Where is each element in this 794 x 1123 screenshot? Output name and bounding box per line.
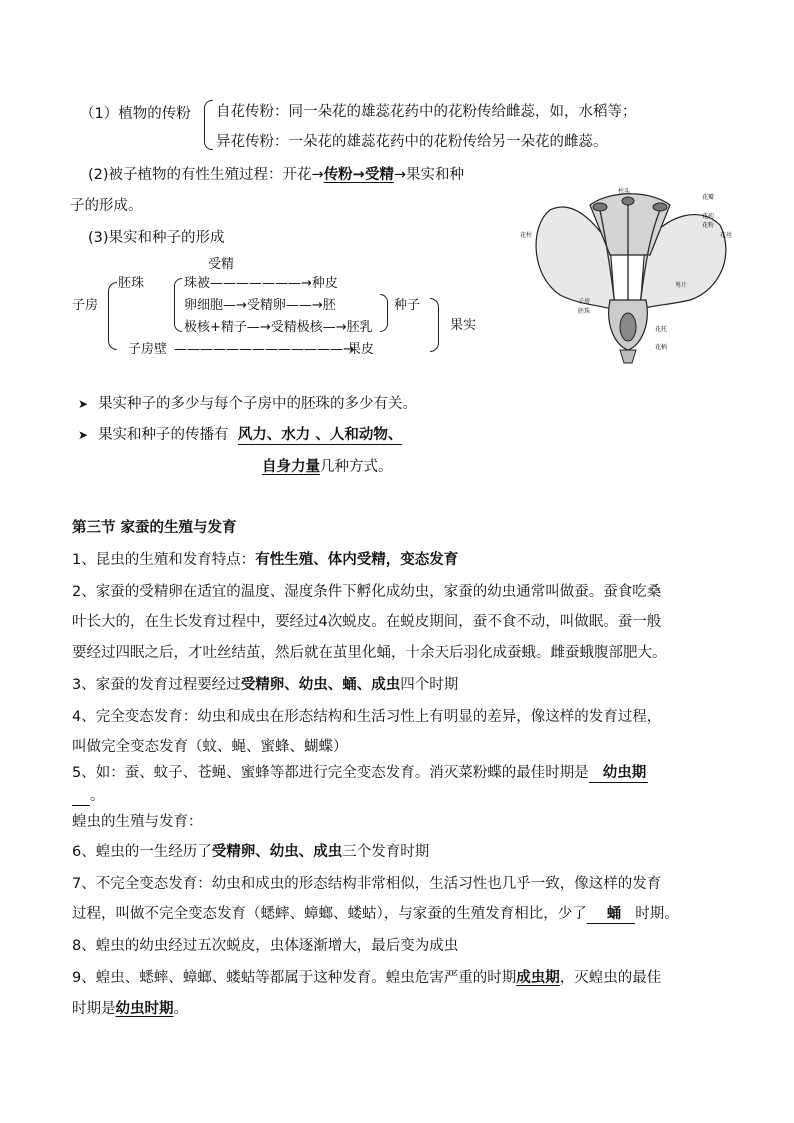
row-integument: 珠被———————→种皮 xyxy=(184,276,338,291)
para-2-line1: 2、家蚕的受精卵在适宜的温度、湿度条件下孵化成幼虫，家蚕的幼虫通常叫做蚕。蚕食吃桑 xyxy=(72,584,662,600)
pollination-brace xyxy=(204,100,213,150)
para-2-line3: 要经过四眠之后，才吐丝结茧，然后就在茧里化蛹，十余天后羽化成蚕蛾。雌蚕蛾腹部肥大。 xyxy=(72,645,667,661)
ovule-shape xyxy=(620,313,636,341)
para-8: 8、蝗虫的幼虫经过五次蜕皮，虫体逐渐增大，最后变为成虫 xyxy=(72,938,459,954)
flower-label-ovule: 胚珠 xyxy=(578,308,591,315)
fruit-brace xyxy=(430,298,439,352)
bullet-2: ➤ 果实和种子的传播有 风力、水力 、人和动物、 xyxy=(78,427,403,443)
para-5-blank: 幼虫期 xyxy=(589,764,649,783)
sexual-repro-line2: 子的形成。 xyxy=(70,198,143,214)
label-pericarp: 果皮 xyxy=(348,342,375,357)
flower-label-ovary: 子房 xyxy=(578,298,591,305)
self-pollination: 自花传粉：同一朵花的雄蕊花药中的花粉传给雌蕊，如，水稻等； xyxy=(216,104,637,120)
arrow-bullet-icon: ➤ xyxy=(78,397,89,411)
seed-brace xyxy=(380,294,388,332)
label-fruit: 果实 xyxy=(450,318,477,333)
anther-left xyxy=(593,203,607,211)
label-ovary: 子房 xyxy=(72,298,99,313)
para-9-line1: 9、蝗虫、蟋蟀、蟑螂、蝼蛄等都属于这种发育。蝗虫危害严重的时期成虫期，灭蝗虫的最佳 xyxy=(72,970,662,986)
flower-label-anther: 花药 xyxy=(702,213,715,220)
para-1: 1、昆虫的生殖和发育特点：有性生殖、体内受精，变态发育 xyxy=(72,552,459,568)
para-3: 3、家蚕的发育过程要经过受精卵、幼虫、蛹、成虫四个时期 xyxy=(72,677,459,693)
para-5: 5、如：蚕、蚊子、苍蝇、蜜蜂等都进行完全变态发育。消灭菜粉蝶的最佳时期是 幼虫期 xyxy=(72,765,647,781)
pollination-prefix: （1）植物的传粉 xyxy=(80,106,191,122)
row-polar: 极核+精子—→受精极核—→胚乳 xyxy=(184,320,373,335)
bullet-3: 自身力量几种方式。 xyxy=(262,459,393,475)
para-7-line1: 7、不完全变态发育：幼虫和成虫的形态结构非常相似，生活习性也几乎一致，像这样的发育 xyxy=(72,876,662,892)
sexual-repro-line1: (2)被子植物的有性生殖过程：开花→传粉→受精→果实和种 xyxy=(88,167,464,183)
anther-right xyxy=(653,203,667,211)
arrow-bullet-icon: ➤ xyxy=(78,428,89,442)
para-4-line1: 4、完全变态发育：幼虫和成虫在形态结构和生活习性上有明显的差异，像这样的发育过程， xyxy=(72,709,662,725)
ovary-brace xyxy=(108,282,117,350)
bullet-1: ➤ 果实种子的多少与每个子房中的胚珠的多少有关。 xyxy=(78,396,418,412)
flower-label-filament: 花丝 xyxy=(720,232,733,239)
para-7-line2: 过程，叫做不完全变态发育（蟋蟀、蟑螂、蝼蛄），与家蚕的生殖发育相比，少了 蛹 时期。 xyxy=(72,906,679,922)
para-9-line2: 时期是幼虫时期。 xyxy=(72,1001,188,1017)
stigma xyxy=(622,197,634,205)
flower-label-petal: 花瓣 xyxy=(702,194,715,201)
flower-label-receptacle: 花托 xyxy=(655,326,668,333)
label-seed: 种子 xyxy=(394,298,421,313)
sexual-repro-blank: 传粉→受精 xyxy=(323,167,394,183)
bullet-2-blank: 风力、水力 、人和动物、 xyxy=(237,427,403,443)
receptacle-stalk xyxy=(620,350,636,363)
para-6: 6、蝗虫的一生经历了受精卵、幼虫、成虫三个发育时期 xyxy=(72,844,430,860)
flower-label-pollen: 花粉 xyxy=(702,222,715,229)
label-ovary-wall: 子房壁 xyxy=(128,342,168,357)
fruit-formation-heading: (3)果实和种子的形成 xyxy=(88,230,225,246)
flower-label-stigma: 柱头 xyxy=(618,188,631,195)
label-shoujing: 受精 xyxy=(208,257,235,272)
ovule-brace xyxy=(174,278,182,332)
para-5-cont: 。 xyxy=(72,786,105,806)
bullet-3-blank: 自身力量 xyxy=(262,459,320,475)
para-2-line2: 叶长大的，在生长发育过程中，要经过4次蜕皮。在蜕皮期间，蚕不食不动，叫做眠。蚕一般 xyxy=(72,614,662,630)
para-4-line2: 叫做完全变态发育（蚊、蝇、蜜蜂、蝴蝶） xyxy=(72,739,348,755)
para-7-blank: 蛹 xyxy=(587,905,636,924)
ovary-wall-arrow: —————————————→ xyxy=(174,342,354,357)
flower-label-sepal: 萼片 xyxy=(675,282,688,289)
label-embryo-sac: 胚珠 xyxy=(118,276,145,291)
flower-diagram xyxy=(520,185,740,365)
locust-title: 蝗虫的生殖与发育： xyxy=(72,814,203,830)
flower-label-pedicel: 花柄 xyxy=(655,344,668,351)
row-egg: 卵细胞—→受精卵——→胚 xyxy=(184,298,336,313)
flower-label-style: 花柱 xyxy=(520,232,533,239)
cross-pollination: 异花传粉：一朵花的雄蕊花药中的花粉传给另一朵花的雌蕊。 xyxy=(216,134,608,150)
section-title: 第三节 家蚕的生殖与发育 xyxy=(72,520,237,536)
